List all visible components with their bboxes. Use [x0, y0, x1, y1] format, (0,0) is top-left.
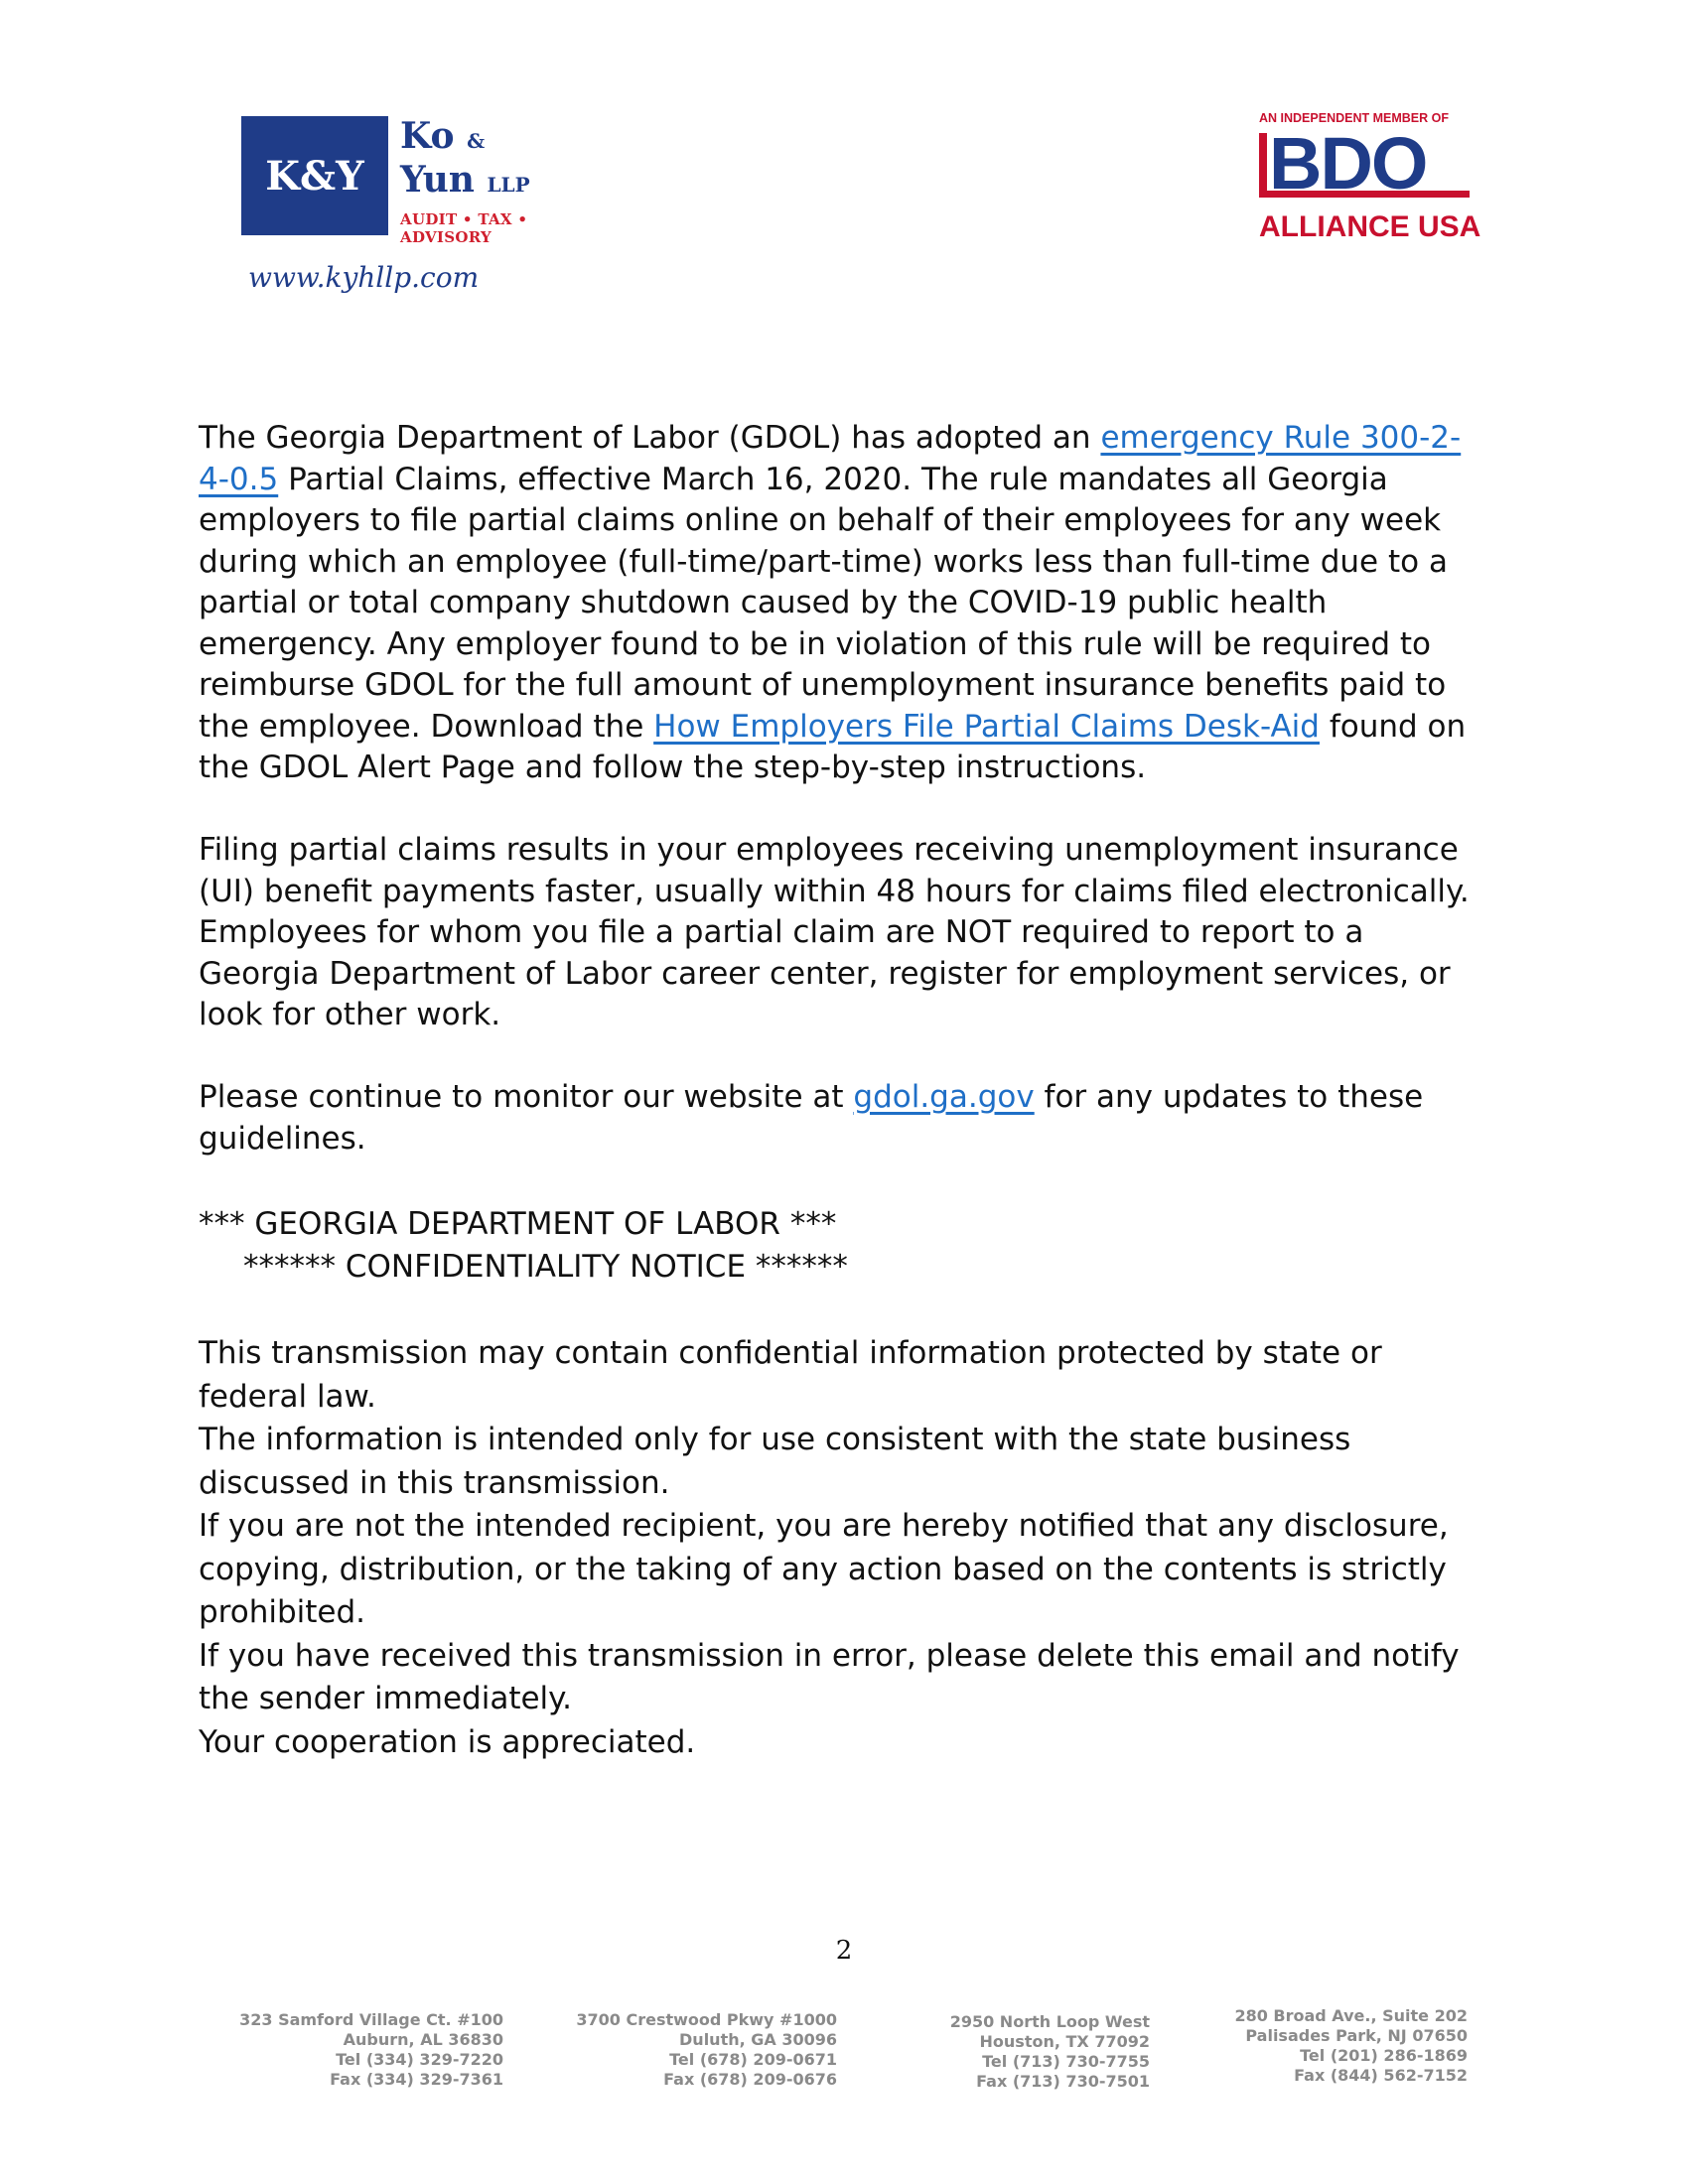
- ky-logo-name-line2: Yun LLP: [400, 159, 530, 201]
- disclaimer-line: This transmission may contain confidential information protected by state or federal law.: [199, 1335, 1382, 1415]
- footer-office-houston: 2950 North Loop West Houston, TX 77092 Tel (713) 730-7755 Fax (713) 730-7501: [949, 2012, 1150, 2091]
- ky-logo: [241, 115, 609, 246]
- confidentiality-notice-heading: [199, 1203, 1489, 1289]
- bdo-logo-top-text: AN INDEPENDENT MEMBER OF: [1259, 111, 1449, 125]
- letter-body: [199, 418, 1489, 1764]
- disclaimer-line: The information is intended only for use consistent with the state business discussed in this transmission.: [199, 1422, 1351, 1501]
- confidentiality-disclaimer: [199, 1332, 1489, 1764]
- paragraph-filing-benefits: Filing partial claims results in your employees receiving unemployment insurance (UI) benefit payments faster, usually within 48 hours for claims filed electronically. Employees for whom you file a partial claim are NOT required to report to a Georgia Department of Labor career center, register for employment services, or look for other work.: [199, 832, 1470, 1032]
- footer-office-duluth: 3700 Crestwood Pkwy #1000 Duluth, GA 30096 Tel (678) 209-0671 Fax (678) 209-0676: [576, 2010, 837, 2089]
- notice-line-confidentiality: ****** CONFIDENTIALITY NOTICE ******: [243, 1249, 848, 1285]
- ky-logo-mark-text: K&Y: [265, 152, 364, 200]
- ky-logo-mark: [241, 116, 388, 235]
- svg-text:BDO: BDO: [1269, 129, 1427, 205]
- paragraph-monitor-website: Please continue to monitor our website at gdol.ga.gov for any updates to these guidelines.: [199, 1079, 1424, 1157]
- bdo-alliance-logo: [1259, 111, 1481, 245]
- disclaimer-line: Your cooperation is appreciated.: [199, 1723, 696, 1760]
- footer-office-palisades-park: 280 Broad Ave., Suite 202 Palisades Park, NJ 07650 Tel (201) 286-1869 Fax (844) 562-7152: [1234, 2006, 1468, 2085]
- notice-line-department: *** GEORGIA DEPARTMENT OF LABOR ***: [199, 1206, 837, 1242]
- paragraph-partial-claims-rule: The Georgia Department of Labor (GDOL) has adopted an emergency Rule 300-2-4-0.5 Partial Claims, effective March 16, 2020. The rule mandates all Georgia employers to file partial claims online on behalf of their employees for any week during which an employee (full-time/part-time) works less than full-time due to a partial or total company shutdown caused by the COVID-19 public health emergency. Any employer found to be in violation of this rule will be required to reimburse GDOL for the full amount of unemployment insurance benefits paid to the employee. Download the How Employers File Partial Claims Desk-Aid found on the GDOL Alert Page and follow the step-by-step instructions.: [199, 420, 1467, 785]
- emergency-rule-link[interactable]: emergency Rule 300-2-4-0.5: [199, 420, 1462, 497]
- desk-aid-link[interactable]: How Employers File Partial Claims Desk-Aid: [653, 708, 1320, 745]
- bdo-logo-mark: [1259, 129, 1470, 208]
- ky-logo-tagline: AUDIT • TAX • ADVISORY: [400, 210, 528, 246]
- disclaimer-line: If you have received this transmission in error, please delete this email and notify the sender immediately.: [199, 1637, 1460, 1716]
- page-number: 2: [835, 1936, 853, 1966]
- website-url[interactable]: www.kyhllp.com: [248, 261, 480, 294]
- bdo-logo-bottom-text: ALLIANCE USA: [1259, 210, 1481, 243]
- gdol-website-link[interactable]: gdol.ga.gov: [853, 1079, 1035, 1115]
- footer-office-auburn: 323 Samford Village Ct. #100 Auburn, AL 36830 Tel (334) 329-7220 Fax (334) 329-7361: [239, 2010, 503, 2089]
- ky-logo-name-line1: Ko &: [400, 115, 486, 157]
- disclaimer-line: If you are not the intended recipient, you are hereby notified that any disclosure, copying, distribution, or the taking of any action based on the contents is strictly prohibited.: [199, 1508, 1449, 1630]
